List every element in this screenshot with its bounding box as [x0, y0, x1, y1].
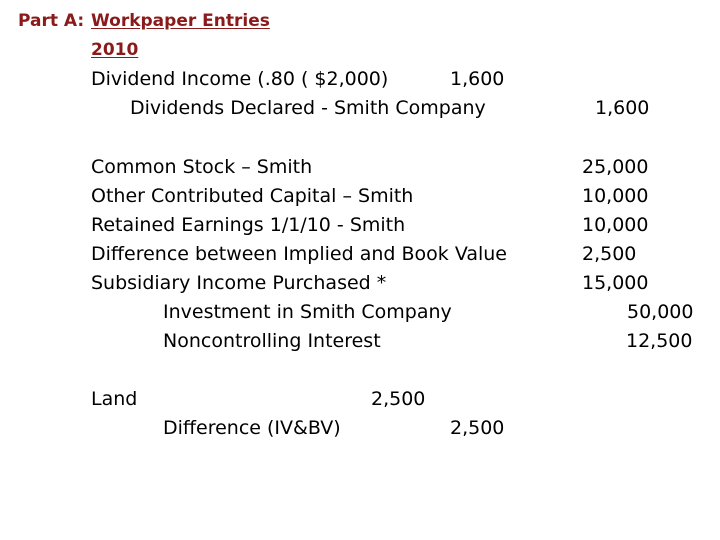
entry2-line-amount: 15,000 — [582, 272, 649, 294]
entry3-debit-amount: 2,500 — [371, 388, 426, 410]
entry3-credit-amount: 2,500 — [450, 417, 505, 439]
entry2-credit-account: Investment in Smith Company — [163, 301, 452, 323]
entry2-line-amount: 10,000 — [582, 185, 649, 207]
entry1-debit-account: Dividend Income (.80 ( $2,000) — [91, 68, 389, 90]
entry2-line-account: Retained Earnings 1/1/10 - Smith — [91, 214, 406, 236]
entry2-line-account: Common Stock – Smith — [91, 156, 313, 178]
entry2-line-account: Difference between Implied and Book Value — [91, 243, 507, 265]
entry3-credit-account: Difference (IV&BV) — [163, 417, 341, 439]
entry1-credit-account: Dividends Declared - Smith Company — [130, 97, 486, 119]
entry2-line-amount: 10,000 — [582, 214, 649, 236]
entry2-credit-account: Noncontrolling Interest — [163, 330, 381, 352]
entry1-debit-amount: 1,600 — [450, 68, 505, 90]
entry2-line-amount: 25,000 — [582, 156, 649, 178]
entry2-line-amount: 2,500 — [582, 243, 637, 265]
entry2-line-account: Other Contributed Capital – Smith — [91, 185, 414, 207]
part-label: Part A: — [18, 11, 85, 31]
entry2-line-account: Subsidiary Income Purchased * — [91, 272, 387, 294]
entry2-credit-amount: 12,500 — [626, 330, 693, 352]
section-title: Workpaper Entries — [91, 11, 270, 31]
section-year: 2010 — [91, 40, 139, 60]
entry2-credit-amount: 50,000 — [627, 301, 694, 323]
entry1-credit-amount: 1,600 — [595, 97, 650, 119]
entry3-debit-account: Land — [91, 388, 138, 410]
